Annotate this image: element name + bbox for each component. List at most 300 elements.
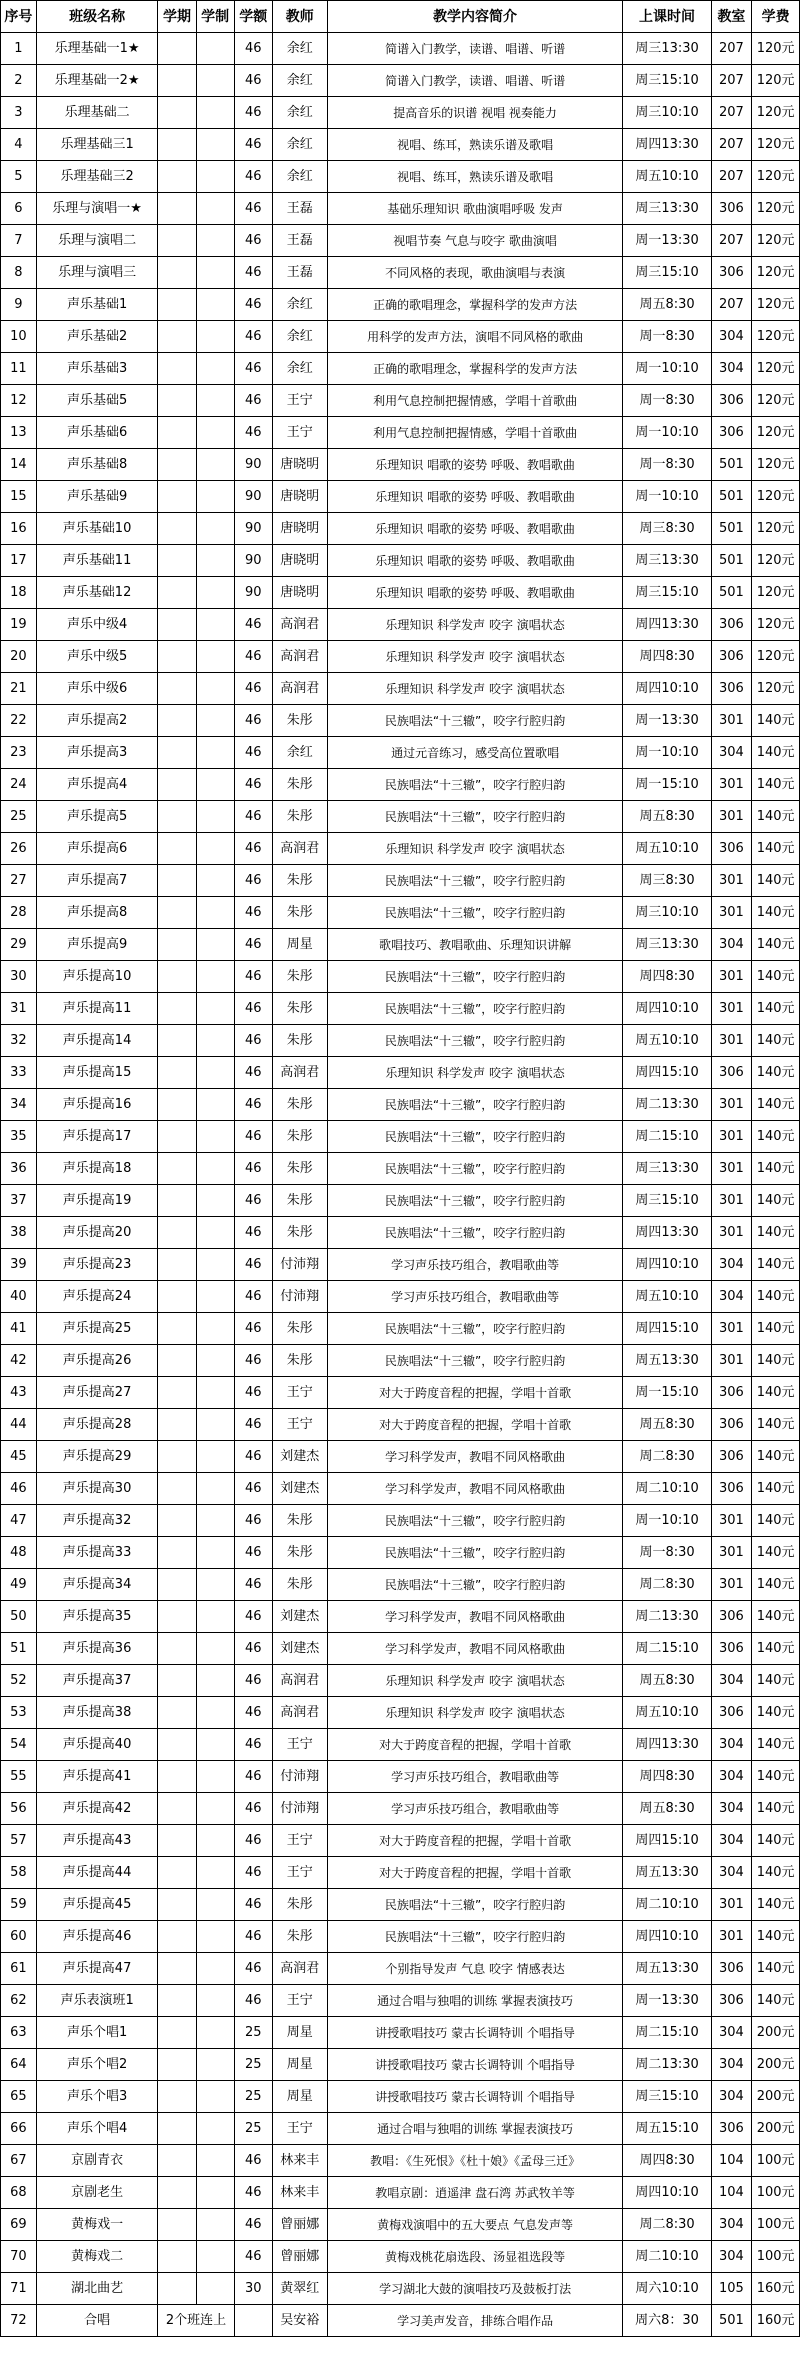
- class-name-cell: 声乐提高6: [36, 833, 158, 865]
- classroom-cell: 301: [711, 1313, 752, 1345]
- row-number-cell: 70: [1, 2241, 37, 2273]
- classroom-cell: 301: [711, 1089, 752, 1121]
- schedule-cell: [196, 1153, 234, 1185]
- class-name-cell: 合唱: [36, 2305, 158, 2337]
- row-number-cell: 44: [1, 1409, 37, 1441]
- fee-cell: 140元: [752, 1665, 800, 1697]
- class-time-cell: 周二15:10: [623, 1121, 711, 1153]
- schedule-cell: [196, 1409, 234, 1441]
- class-time-cell: 周四10:10: [623, 2177, 711, 2209]
- class-time-cell: 周二10:10: [623, 1889, 711, 1921]
- table-row: [1, 1473, 800, 1505]
- table-row: [1, 449, 800, 481]
- class-time-cell: 周五13:30: [623, 1857, 711, 1889]
- fee-cell: 120元: [752, 289, 800, 321]
- fee-cell: 140元: [752, 1121, 800, 1153]
- classroom-cell: 304: [711, 1729, 752, 1761]
- content-cell: 民族唱法“十三辙”，咬字行腔归韵: [327, 993, 623, 1025]
- class-name-cell: 声乐基础9: [36, 481, 158, 513]
- class-time-cell: 周四10:10: [623, 993, 711, 1025]
- content-cell: 利用气息控制把握情感，学唱十首歌曲: [327, 417, 623, 449]
- row-number-cell: 19: [1, 609, 37, 641]
- teacher-cell: 朱彤: [272, 1889, 327, 1921]
- fee-cell: 120元: [752, 257, 800, 289]
- table-row: [1, 2113, 800, 2145]
- row-number-cell: 49: [1, 1569, 37, 1601]
- row-number-cell: 22: [1, 705, 37, 737]
- teacher-cell: 林来丰: [272, 2145, 327, 2177]
- schedule-cell: [196, 1281, 234, 1313]
- class-name-cell: 声乐提高34: [36, 1569, 158, 1601]
- term-cell: [158, 1601, 196, 1633]
- teacher-cell: 余红: [272, 129, 327, 161]
- class-time-cell: 周二13:30: [623, 1089, 711, 1121]
- content-cell: 民族唱法“十三辙”，咬字行腔归韵: [327, 1889, 623, 1921]
- schedule-cell: [196, 609, 234, 641]
- capacity-cell: 46: [234, 641, 272, 673]
- capacity-cell: 46: [234, 1921, 272, 1953]
- schedule-cell: [196, 1889, 234, 1921]
- schedule-cell: [196, 2145, 234, 2177]
- classroom-cell: 301: [711, 769, 752, 801]
- class-time-cell: 周一10:10: [623, 481, 711, 513]
- class-time-cell: 周二8:30: [623, 2209, 711, 2241]
- class-name-cell: 声乐提高2: [36, 705, 158, 737]
- schedule-cell: [196, 1057, 234, 1089]
- schedule-cell: [196, 993, 234, 1025]
- row-number-cell: 28: [1, 897, 37, 929]
- class-time-cell: 周五8:30: [623, 289, 711, 321]
- content-cell: 学习科学发声，教唱不同风格歌曲: [327, 1601, 623, 1633]
- row-number-cell: 30: [1, 961, 37, 993]
- content-cell: 乐理知识 科学发声 咬字 演唱状态: [327, 1665, 623, 1697]
- teacher-cell: 朱彤: [272, 1505, 327, 1537]
- fee-cell: 140元: [752, 1409, 800, 1441]
- schedule-cell: [196, 737, 234, 769]
- row-number-cell: 50: [1, 1601, 37, 1633]
- classroom-cell: 306: [711, 833, 752, 865]
- table-row: [1, 1057, 800, 1089]
- teacher-cell: 朱彤: [272, 705, 327, 737]
- term-cell: [158, 289, 196, 321]
- content-cell: 视唱节奏 气息与咬字 歌曲演唱: [327, 225, 623, 257]
- term-cell: [158, 353, 196, 385]
- content-cell: 歌唱技巧、教唱歌曲、乐理知识讲解: [327, 929, 623, 961]
- row-number-cell: 18: [1, 577, 37, 609]
- content-cell: 学习科学发声，教唱不同风格歌曲: [327, 1441, 623, 1473]
- schedule-cell: [196, 1505, 234, 1537]
- schedule-cell: [196, 1569, 234, 1601]
- teacher-cell: 王磊: [272, 225, 327, 257]
- capacity-cell: 46: [234, 673, 272, 705]
- class-time-cell: 周四13:30: [623, 129, 711, 161]
- row-number-cell: 53: [1, 1697, 37, 1729]
- content-cell: 民族唱法“十三辙”，咬字行腔归韵: [327, 1537, 623, 1569]
- class-time-cell: 周二15:10: [623, 2017, 711, 2049]
- table-row: [1, 1121, 800, 1153]
- term-cell: [158, 929, 196, 961]
- teacher-cell: 朱彤: [272, 1345, 327, 1377]
- fee-cell: 140元: [752, 865, 800, 897]
- class-name-cell: 声乐表演班1: [36, 1985, 158, 2017]
- content-cell: 教唱京剧：逍遥津 盘石湾 苏武牧羊等: [327, 2177, 623, 2209]
- schedule-cell: [196, 929, 234, 961]
- schedule-cell: [196, 385, 234, 417]
- class-name-cell: 声乐提高3: [36, 737, 158, 769]
- row-number-cell: 26: [1, 833, 37, 865]
- row-number-cell: 16: [1, 513, 37, 545]
- schedule-cell: [196, 257, 234, 289]
- fee-cell: 120元: [752, 129, 800, 161]
- content-cell: 民族唱法“十三辙”，咬字行腔归韵: [327, 1569, 623, 1601]
- class-time-cell: 周一8:30: [623, 449, 711, 481]
- row-number-cell: 15: [1, 481, 37, 513]
- fee-cell: 200元: [752, 2017, 800, 2049]
- term-cell: [158, 2113, 196, 2145]
- class-time-cell: 周一8:30: [623, 321, 711, 353]
- capacity-cell: 46: [234, 1857, 272, 1889]
- classroom-cell: 301: [711, 865, 752, 897]
- fee-cell: 140元: [752, 929, 800, 961]
- class-time-cell: 周二10:10: [623, 1473, 711, 1505]
- row-number-cell: 59: [1, 1889, 37, 1921]
- classroom-cell: 306: [711, 1985, 752, 2017]
- teacher-cell: 唐晓明: [272, 481, 327, 513]
- table-row: [1, 545, 800, 577]
- table-row: [1, 1665, 800, 1697]
- class-name-cell: 乐理与演唱一★: [36, 193, 158, 225]
- content-cell: 黄梅戏桃花扇选段、汤显祖选段等: [327, 2241, 623, 2273]
- content-cell: 对大于跨度音程的把握，学唱十首歌: [327, 1825, 623, 1857]
- fee-cell: 120元: [752, 225, 800, 257]
- term-cell: [158, 1281, 196, 1313]
- row-number-cell: 57: [1, 1825, 37, 1857]
- row-number-cell: 10: [1, 321, 37, 353]
- term-cell: [158, 1889, 196, 1921]
- class-time-cell: 周四8:30: [623, 961, 711, 993]
- teacher-cell: 余红: [272, 33, 327, 65]
- content-cell: 乐理知识 唱歌的姿势 呼吸、教唱歌曲: [327, 577, 623, 609]
- content-cell: 个别指导发声 气息 咬字 情感表达: [327, 1953, 623, 1985]
- fee-cell: 200元: [752, 2113, 800, 2145]
- term-cell: [158, 1793, 196, 1825]
- class-name-cell: 声乐提高14: [36, 1025, 158, 1057]
- table-row: [1, 481, 800, 513]
- class-time-cell: 周五15:10: [623, 2113, 711, 2145]
- content-cell: 民族唱法“十三辙”，咬字行腔归韵: [327, 801, 623, 833]
- class-time-cell: 周二10:10: [623, 2241, 711, 2273]
- capacity-cell: [234, 2305, 272, 2337]
- schedule-cell: [196, 705, 234, 737]
- class-name-cell: 声乐提高45: [36, 1889, 158, 1921]
- content-cell: 乐理知识 科学发声 咬字 演唱状态: [327, 609, 623, 641]
- fee-cell: 140元: [752, 1697, 800, 1729]
- fee-cell: 140元: [752, 1921, 800, 1953]
- row-number-cell: 71: [1, 2273, 37, 2305]
- term-cell: [158, 2049, 196, 2081]
- class-name-cell: 声乐提高25: [36, 1313, 158, 1345]
- classroom-cell: 501: [711, 2305, 752, 2337]
- schedule-cell: [196, 1761, 234, 1793]
- class-time-cell: 周一10:10: [623, 737, 711, 769]
- capacity-cell: 46: [234, 1409, 272, 1441]
- term-cell: [158, 257, 196, 289]
- schedule-cell: [196, 129, 234, 161]
- schedule-cell: [196, 1345, 234, 1377]
- table-row: [1, 1889, 800, 1921]
- classroom-cell: 301: [711, 993, 752, 1025]
- content-cell: 乐理知识 科学发声 咬字 演唱状态: [327, 1057, 623, 1089]
- class-time-cell: 周三10:10: [623, 897, 711, 929]
- classroom-cell: 306: [711, 1473, 752, 1505]
- fee-cell: 140元: [752, 1185, 800, 1217]
- row-number-cell: 67: [1, 2145, 37, 2177]
- teacher-cell: 吴安裕: [272, 2305, 327, 2337]
- term-cell: [158, 449, 196, 481]
- capacity-cell: 46: [234, 161, 272, 193]
- header-cell: 序号: [1, 1, 37, 33]
- classroom-cell: 207: [711, 289, 752, 321]
- table-row: [1, 33, 800, 65]
- classroom-cell: 301: [711, 801, 752, 833]
- fee-cell: 100元: [752, 2145, 800, 2177]
- capacity-cell: 46: [234, 929, 272, 961]
- schedule-cell: [196, 801, 234, 833]
- schedule-cell: [196, 1249, 234, 1281]
- table-row: [1, 1345, 800, 1377]
- schedule-cell: [196, 1985, 234, 2017]
- class-time-cell: 周三13:30: [623, 545, 711, 577]
- content-cell: 民族唱法“十三辙”，咬字行腔归韵: [327, 769, 623, 801]
- content-cell: 正确的歌唱理念，掌握科学的发声方法: [327, 289, 623, 321]
- row-number-cell: 12: [1, 385, 37, 417]
- teacher-cell: 周星: [272, 2081, 327, 2113]
- class-time-cell: 周三13:30: [623, 929, 711, 961]
- term-cell: [158, 481, 196, 513]
- classroom-cell: 301: [711, 1153, 752, 1185]
- fee-cell: 140元: [752, 1313, 800, 1345]
- class-name-cell: 声乐中级5: [36, 641, 158, 673]
- class-name-cell: 声乐提高42: [36, 1793, 158, 1825]
- class-name-cell: 声乐个唱4: [36, 2113, 158, 2145]
- capacity-cell: 46: [234, 97, 272, 129]
- content-cell: 视唱、练耳，熟读乐谱及歌唱: [327, 161, 623, 193]
- capacity-cell: 46: [234, 1057, 272, 1089]
- schedule-cell: [196, 577, 234, 609]
- row-number-cell: 8: [1, 257, 37, 289]
- schedule-cell: [196, 2273, 234, 2305]
- fee-cell: 120元: [752, 513, 800, 545]
- fee-cell: 120元: [752, 449, 800, 481]
- class-name-cell: 声乐提高17: [36, 1121, 158, 1153]
- schedule-cell: [196, 769, 234, 801]
- class-name-cell: 声乐基础10: [36, 513, 158, 545]
- classroom-cell: 306: [711, 1953, 752, 1985]
- row-number-cell: 39: [1, 1249, 37, 1281]
- content-cell: 乐理知识 唱歌的姿势 呼吸、教唱歌曲: [327, 545, 623, 577]
- capacity-cell: 46: [234, 865, 272, 897]
- content-cell: 学习声乐技巧组合，教唱歌曲等: [327, 1793, 623, 1825]
- class-time-cell: 周三15:10: [623, 2081, 711, 2113]
- table-row: [1, 897, 800, 929]
- content-cell: 通过合唱与独唱的训练 掌握表演技巧: [327, 1985, 623, 2017]
- header-cell: 学期: [158, 1, 196, 33]
- schedule-cell: [196, 33, 234, 65]
- term-cell: [158, 1729, 196, 1761]
- fee-cell: 100元: [752, 2241, 800, 2273]
- class-time-cell: 周一15:10: [623, 1377, 711, 1409]
- term-cell: [158, 1505, 196, 1537]
- content-cell: 乐理知识 科学发声 咬字 演唱状态: [327, 641, 623, 673]
- classroom-cell: 301: [711, 705, 752, 737]
- table-row: [1, 1921, 800, 1953]
- fee-cell: 140元: [752, 897, 800, 929]
- table-row: [1, 97, 800, 129]
- teacher-cell: 王宁: [272, 1409, 327, 1441]
- term-cell: [158, 1761, 196, 1793]
- class-name-cell: 声乐个唱1: [36, 2017, 158, 2049]
- teacher-cell: 高润君: [272, 609, 327, 641]
- capacity-cell: 46: [234, 1281, 272, 1313]
- class-name-cell: 乐理基础二: [36, 97, 158, 129]
- teacher-cell: 唐晓明: [272, 545, 327, 577]
- row-number-cell: 43: [1, 1377, 37, 1409]
- fee-cell: 140元: [752, 1729, 800, 1761]
- row-number-cell: 60: [1, 1921, 37, 1953]
- schedule-cell: [196, 1121, 234, 1153]
- schedule-cell: [196, 513, 234, 545]
- fee-cell: 140元: [752, 1249, 800, 1281]
- content-cell: 乐理知识 唱歌的姿势 呼吸、教唱歌曲: [327, 449, 623, 481]
- table-row: [1, 225, 800, 257]
- capacity-cell: 46: [234, 257, 272, 289]
- fee-cell: 120元: [752, 321, 800, 353]
- term-cell: [158, 1153, 196, 1185]
- table-row: [1, 321, 800, 353]
- schedule-cell: [196, 1025, 234, 1057]
- capacity-cell: 46: [234, 993, 272, 1025]
- fee-cell: 200元: [752, 2049, 800, 2081]
- row-number-cell: 33: [1, 1057, 37, 1089]
- fee-cell: 140元: [752, 993, 800, 1025]
- class-name-cell: 声乐基础12: [36, 577, 158, 609]
- row-number-cell: 32: [1, 1025, 37, 1057]
- class-time-cell: 周六8：30: [623, 2305, 711, 2337]
- classroom-cell: 306: [711, 2113, 752, 2145]
- class-name-cell: 声乐提高11: [36, 993, 158, 1025]
- teacher-cell: 朱彤: [272, 961, 327, 993]
- fee-cell: 140元: [752, 705, 800, 737]
- class-time-cell: 周一10:10: [623, 1505, 711, 1537]
- fee-cell: 140元: [752, 1889, 800, 1921]
- row-number-cell: 58: [1, 1857, 37, 1889]
- row-number-cell: 61: [1, 1953, 37, 1985]
- teacher-cell: 王磊: [272, 257, 327, 289]
- term-cell: [158, 1473, 196, 1505]
- content-cell: 民族唱法“十三辙”，咬字行腔归韵: [327, 1185, 623, 1217]
- schedule-cell: [196, 321, 234, 353]
- row-number-cell: 7: [1, 225, 37, 257]
- class-time-cell: 周五10:10: [623, 1697, 711, 1729]
- class-time-cell: 周四8:30: [623, 2145, 711, 2177]
- table-row: [1, 1377, 800, 1409]
- row-number-cell: 2: [1, 65, 37, 97]
- capacity-cell: 46: [234, 1185, 272, 1217]
- table-row: [1, 929, 800, 961]
- capacity-cell: 46: [234, 1313, 272, 1345]
- classroom-cell: 301: [711, 961, 752, 993]
- schedule-cell: [196, 2017, 234, 2049]
- teacher-cell: 刘建杰: [272, 1441, 327, 1473]
- table-row: [1, 1025, 800, 1057]
- class-name-cell: 声乐个唱3: [36, 2081, 158, 2113]
- term-cell: [158, 1537, 196, 1569]
- fee-cell: 120元: [752, 65, 800, 97]
- table-row: [1, 801, 800, 833]
- term-cell: [158, 2145, 196, 2177]
- schedule-cell: [196, 2177, 234, 2209]
- content-cell: 学习美声发音，排练合唱作品: [327, 2305, 623, 2337]
- class-time-cell: 周四8:30: [623, 641, 711, 673]
- term-cell: [158, 545, 196, 577]
- capacity-cell: 46: [234, 705, 272, 737]
- class-name-cell: 声乐提高38: [36, 1697, 158, 1729]
- teacher-cell: 朱彤: [272, 1569, 327, 1601]
- table-row: [1, 1313, 800, 1345]
- term-cell: [158, 1697, 196, 1729]
- classroom-cell: 105: [711, 2273, 752, 2305]
- content-cell: 黄梅戏演唱中的五大要点 气息发声等: [327, 2209, 623, 2241]
- term-cell: [158, 385, 196, 417]
- header-cell: 班级名称: [36, 1, 158, 33]
- row-number-cell: 40: [1, 1281, 37, 1313]
- capacity-cell: 46: [234, 385, 272, 417]
- row-number-cell: 47: [1, 1505, 37, 1537]
- class-name-cell: 乐理基础三2: [36, 161, 158, 193]
- content-cell: 用科学的发声方法，演唱不同风格的歌曲: [327, 321, 623, 353]
- class-name-cell: 声乐中级6: [36, 673, 158, 705]
- class-name-cell: 声乐提高23: [36, 1249, 158, 1281]
- table-row: [1, 2017, 800, 2049]
- table-row: [1, 577, 800, 609]
- class-time-cell: 周四13:30: [623, 1729, 711, 1761]
- schedule-cell: [196, 2209, 234, 2241]
- teacher-cell: 高润君: [272, 1057, 327, 1089]
- class-name-cell: 声乐提高41: [36, 1761, 158, 1793]
- teacher-cell: 付沛翔: [272, 1281, 327, 1313]
- teacher-cell: 唐晓明: [272, 577, 327, 609]
- capacity-cell: 46: [234, 289, 272, 321]
- fee-cell: 140元: [752, 1793, 800, 1825]
- class-name-cell: 声乐基础6: [36, 417, 158, 449]
- header-cell: 学费: [752, 1, 800, 33]
- header-cell: 教学内容简介: [327, 1, 623, 33]
- class-time-cell: 周五10:10: [623, 833, 711, 865]
- class-time-cell: 周三15:10: [623, 65, 711, 97]
- capacity-cell: 46: [234, 1089, 272, 1121]
- term-cell: [158, 1185, 196, 1217]
- table-row: [1, 2241, 800, 2273]
- class-name-cell: 声乐提高16: [36, 1089, 158, 1121]
- fee-cell: 140元: [752, 1633, 800, 1665]
- row-number-cell: 37: [1, 1185, 37, 1217]
- content-cell: 民族唱法“十三辙”，咬字行腔归韵: [327, 1089, 623, 1121]
- capacity-cell: 46: [234, 1569, 272, 1601]
- schedule-cell: [196, 1729, 234, 1761]
- classroom-cell: 304: [711, 929, 752, 961]
- capacity-cell: 25: [234, 2017, 272, 2049]
- teacher-cell: 朱彤: [272, 1537, 327, 1569]
